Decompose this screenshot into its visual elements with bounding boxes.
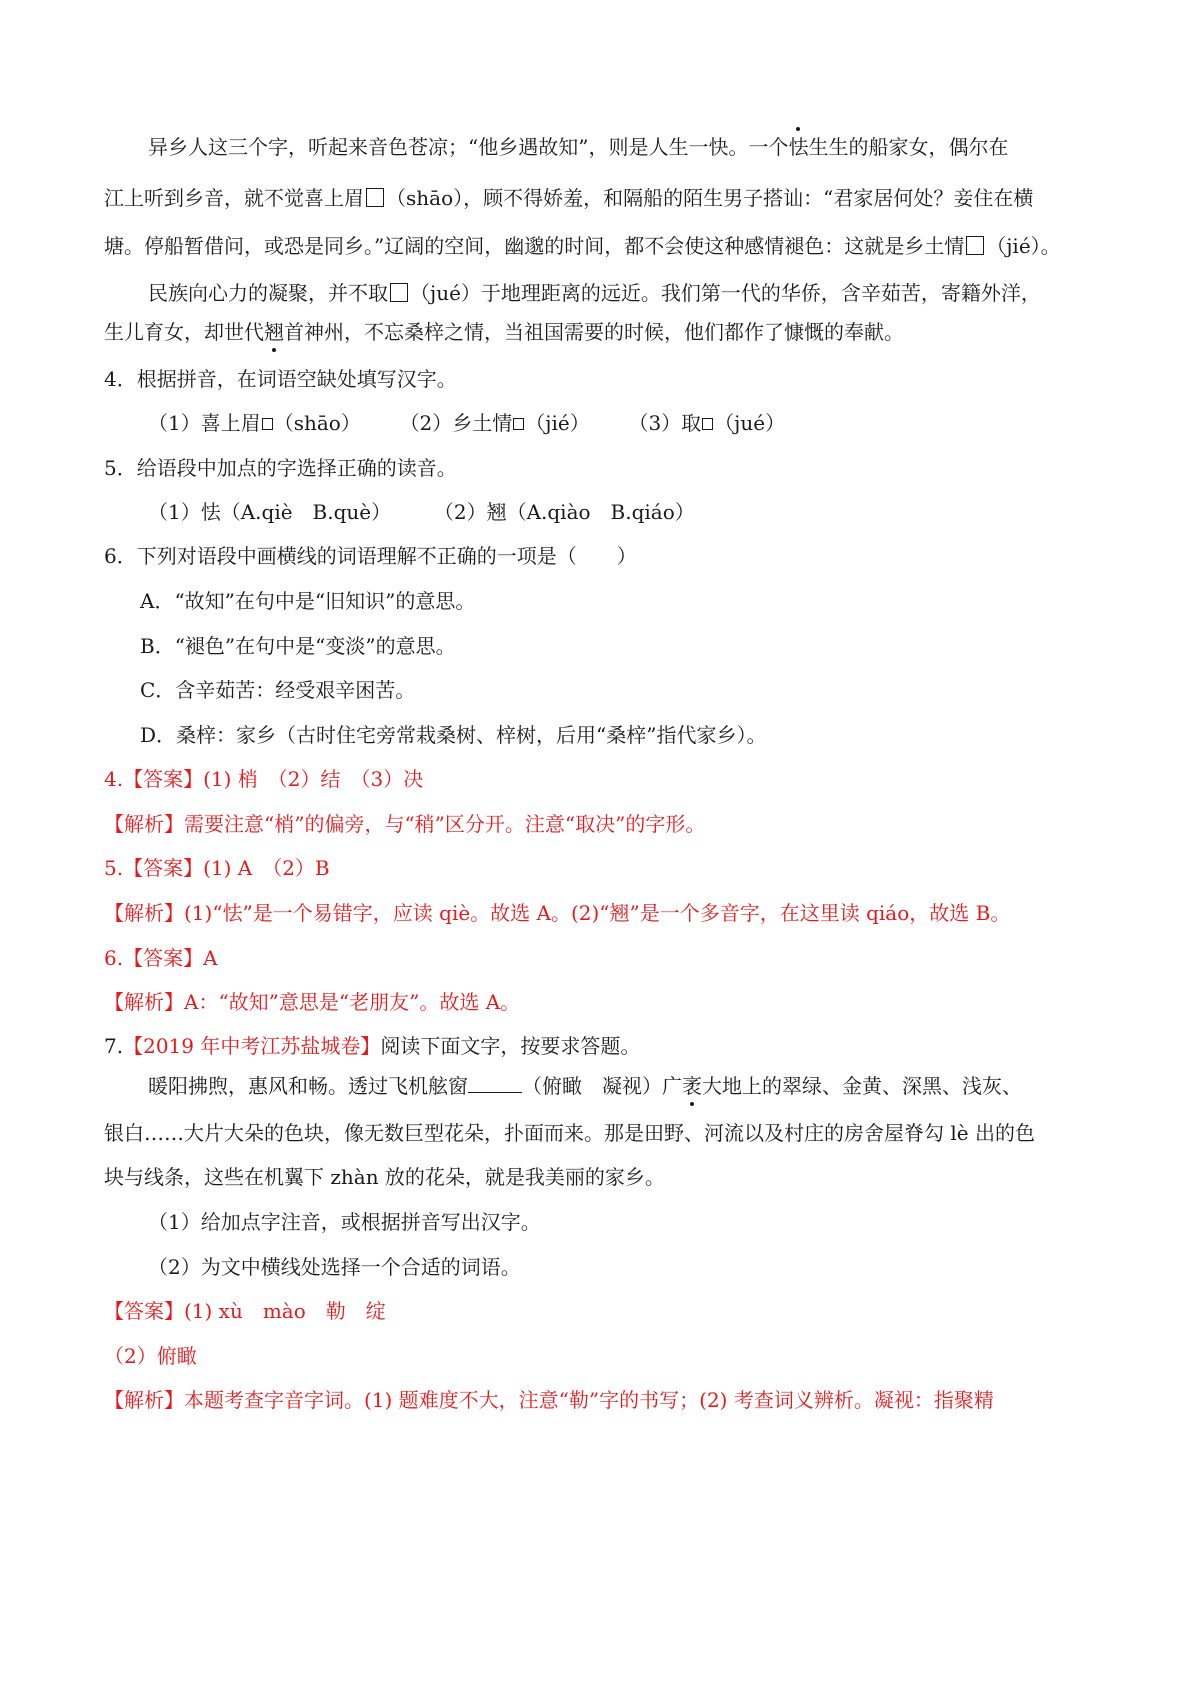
question-6-option-b: B．“褪色”在句中是“变淡”的意思。 [140, 634, 456, 658]
question-6-option-a: A．“故知”在句中是“旧知识”的意思。 [140, 589, 476, 613]
question-7-sub-1: （1）给加点字注音，或根据拼音写出汉字。 [148, 1210, 541, 1234]
option-text: （2）翘（A.qiào B.qiáo） [433, 500, 695, 524]
passage-text: 生儿育女，却世代 [104, 320, 264, 344]
dotted-char: 翘 [264, 320, 284, 344]
question-7-sub-2: （2）为文中横线处选择一个合适的词语。 [148, 1255, 521, 1279]
fill-blank-line [468, 1072, 522, 1093]
explanation-4: 【解析】需要注意“梢”的偏旁，与“稍”区分开。注意“取决”的字形。 [104, 812, 706, 836]
passage-line [104, 232, 1061, 260]
passage-line [104, 184, 1033, 212]
passage-line [104, 318, 904, 346]
passage-text: 大地上的翠绿、金黄、深黑、浅灰、 [702, 1074, 1022, 1098]
question-7-stem [104, 1032, 640, 1060]
passage-text: 暖阳拂煦，惠风和畅。透过飞机舷窗 [148, 1074, 468, 1098]
passage-text: 异乡人这三个字，听起来音色苍凉；“他乡遇故知”，则是人生一快。一个 [148, 135, 789, 159]
question-text: 阅读下面文字，按要求答题。 [380, 1034, 641, 1058]
option-text: （shāo） [273, 411, 361, 435]
passage-text: （jué）于地理距离的远近。我们第一代的华侨，含辛茹苦，寄籍外洋， [410, 281, 1041, 305]
passage-line [148, 279, 1041, 307]
answer-5: 5.【答案】(1) A （2）B [104, 856, 330, 880]
option-text: （jué） [714, 411, 786, 435]
passage-line [148, 133, 1008, 161]
passage-text: （shāo），顾不得娇羞，和隔船的陌生男子搭讪：“君家居何处？妾住在横 [386, 186, 1034, 210]
explanation-7: 【解析】本题考查字音字词。(1) 题难度不大，注意“勒”字的书写；(2) 考查词义辨析。凝视：指聚精 [104, 1388, 994, 1412]
question-number: 7. [104, 1034, 124, 1058]
question-4-stem: 4．根据拼音，在词语空缺处填写汉字。 [104, 367, 457, 391]
passage-text: 江上听到乡音，就不觉喜上眉 [104, 186, 364, 210]
passage-text: 首神州，不忘桑梓之情，当祖国需要的时候，他们都作了慷慨的奉献。 [284, 320, 904, 344]
blank-box [366, 188, 384, 207]
passage-line: 块与线条，这些在机翼下 zhàn 放的花朵，就是我美丽的家乡。 [104, 1165, 665, 1189]
passage-line: 银白……大片大朵的色块，像无数巨型花朵，扑面而来。那是田野、河流以及村庄的房舍屋脊勾 lè 出的色 [104, 1121, 1035, 1145]
question-5-options [148, 498, 695, 526]
passage-text: 塘。停船暂借问，或恐是同乡。”辽阔的空间，幽邈的时间，都不会使这种感情褪色：这就是乡土情 [104, 234, 965, 258]
question-6-stem: 6．下列对语段中画横线的词语理解不正确的一项是（ ） [104, 544, 637, 568]
explanation-5: 【解析】(1)“怯”是一个易错字，应读 qiè。故选 A。(2)“翘”是一个多音字，在这里读 qiáo，故选 B。 [104, 901, 1011, 925]
question-6-option-c: C．含辛茹苦：经受艰辛困苦。 [140, 678, 416, 702]
small-blank-box [262, 418, 273, 430]
passage-text: 生生的船家女，偶尔在 [808, 135, 1009, 159]
option-text: （2）乡土情 [399, 411, 513, 435]
question-6-option-d: D．桑梓：家乡（古时住宅旁常栽桑树、梓树，后用“桑梓”指代家乡）。 [140, 723, 767, 747]
passage-line [148, 1072, 1022, 1100]
small-blank-box [702, 418, 713, 430]
option-text: （1）喜上眉 [148, 411, 261, 435]
blank-box [390, 283, 408, 302]
passage-text: 民族向心力的凝聚，并不取 [148, 281, 388, 305]
option-text: （1）怯（A.qiè B.què） [148, 500, 392, 524]
option-text: （jié） [525, 411, 590, 435]
option-text: （3）取 [628, 411, 702, 435]
passage-text: （jié）。 [986, 234, 1061, 258]
small-blank-box [513, 418, 524, 430]
answer-6: 6.【答案】A [104, 946, 218, 970]
question-5-stem: 5．给语段中加点的字选择正确的读音。 [104, 456, 457, 480]
question-source: 【2019 年中考江苏盐城卷】 [123, 1034, 381, 1058]
answer-7-part-2: （2）俯瞰 [104, 1344, 197, 1368]
question-4-options [148, 409, 785, 437]
blank-box [966, 236, 984, 255]
dotted-char: 袤 [682, 1074, 702, 1098]
answer-7: 【答案】(1) xù mào 勒 绽 [104, 1299, 386, 1323]
answer-4: 4.【答案】(1) 梢 （2）结 （3）决 [104, 767, 424, 791]
dotted-char: 怯 [788, 135, 809, 159]
explanation-6: 【解析】A：“故知”意思是“老朋友”。故选 A。 [104, 990, 521, 1014]
passage-text: （俯瞰 凝视）广 [522, 1074, 682, 1098]
